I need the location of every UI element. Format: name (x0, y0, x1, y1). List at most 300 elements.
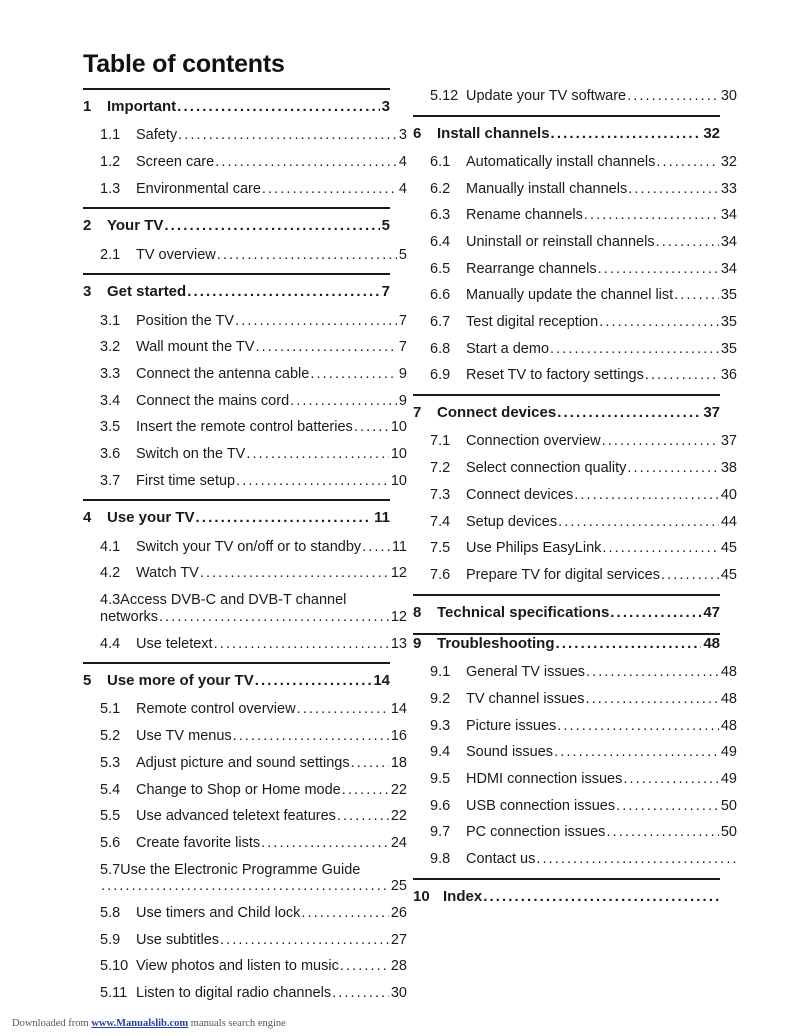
toc-entry-label: Watch TV (136, 565, 199, 582)
toc-entry-number: 5.7 (100, 861, 121, 878)
toc-entry-page: 34 (720, 207, 737, 224)
toc-subsection-entry[interactable] (83, 862, 407, 896)
toc-entry-label: Switch on the TV (136, 446, 246, 463)
toc-subsection-entry[interactable] (83, 932, 407, 950)
toc-entry-label: Test digital reception (466, 314, 599, 331)
toc-entry-page: 14 (373, 672, 390, 690)
toc-entry-number: 4.4 (100, 635, 121, 652)
toc-entry-number: 5.11 (100, 985, 128, 1002)
toc-entry-number: 5.4 (100, 781, 121, 798)
toc-entry-label: View photos and listen to music (136, 958, 339, 975)
toc-entry-page: 49 (720, 770, 737, 787)
toc-entry-label: Use the Electronic Programme Guide (120, 861, 361, 878)
toc-leader-dots (628, 181, 719, 199)
toc-entry-label: Uninstall or reinstall channels (466, 234, 655, 251)
toc-entry-label: Switch your TV on/off or to standby (136, 538, 362, 555)
toc-leader-dots (656, 154, 718, 172)
toc-entry-number: 9.2 (430, 690, 451, 707)
section-divider (413, 115, 720, 117)
toc-section (83, 499, 407, 653)
toc-entry-label: Use your TV (107, 509, 195, 527)
toc-subsection-entry[interactable] (83, 419, 407, 437)
toc-entry-label: TV overview (136, 246, 216, 263)
toc-entry-line-1 (100, 592, 407, 610)
toc-section (413, 115, 737, 385)
toc-entry-number: 9.8 (430, 851, 451, 867)
section-divider (83, 88, 390, 90)
toc-entry-number: 1.2 (100, 153, 121, 170)
toc-entry-page: 35 (720, 314, 737, 331)
toc-entry-page: 24 (390, 834, 407, 851)
toc-entry-page: 5 (381, 217, 390, 235)
toc-entry-page: 38 (720, 460, 737, 477)
toc-leader-dots (214, 636, 389, 654)
toc-entry-page: 35 (720, 340, 737, 357)
toc-leader-dots (599, 314, 719, 332)
toc-column-right (413, 88, 737, 917)
toc-subsection-entry[interactable] (413, 851, 737, 869)
toc-entry-number: 7 (413, 404, 422, 422)
toc-subsection-entry[interactable] (83, 154, 407, 172)
section-divider (83, 662, 390, 664)
footer-suffix: manuals search engine (190, 1018, 286, 1029)
toc-subsection-entry[interactable] (413, 181, 737, 199)
toc-entry-label: Sound issues (466, 744, 554, 761)
toc-entry-number: 3.3 (100, 366, 121, 383)
toc-entry-label: Remote control overview (136, 701, 296, 718)
toc-subsection-entry[interactable] (83, 728, 407, 746)
toc-leader-dots (310, 366, 397, 384)
toc-section (83, 207, 407, 264)
toc-entry-label: Change to Shop or Home mode (136, 781, 341, 798)
toc-leader-dots (557, 718, 719, 736)
toc-entry-page: 37 (703, 404, 720, 422)
toc-subsection-entry[interactable] (413, 367, 737, 385)
toc-entry-number: 6.3 (430, 207, 451, 224)
toc-entry-page: 32 (720, 153, 737, 170)
toc-entry-number: 3.5 (100, 419, 121, 436)
toc-entry-label: Use more of your TV (107, 672, 254, 690)
toc-entry-label: Manually update the channel list (466, 287, 674, 304)
toc-entry-number: 7.6 (430, 566, 451, 583)
toc-entry-page: 22 (390, 781, 407, 798)
toc-entry-label: Screen care (136, 153, 215, 170)
toc-entry-number: 5.3 (100, 754, 121, 771)
toc-entry-label-cont: networks (100, 608, 159, 625)
toc-entry-number: 1 (83, 98, 92, 115)
toc-entry-page: 36 (720, 367, 737, 384)
toc-subsection-entry[interactable] (83, 636, 407, 654)
toc-entry-label: Access DVB-C and DVB-T channel (120, 592, 347, 609)
toc-section-entry[interactable] (83, 217, 390, 235)
toc-subsection-entry[interactable] (83, 835, 407, 853)
toc-entry-page: 12 (390, 608, 407, 625)
toc-entry-page: 32 (703, 124, 720, 142)
toc-entry-label: Index (443, 887, 483, 905)
toc-leader-dots (164, 217, 379, 235)
toc-leader-dots (536, 851, 736, 869)
toc-entry-page: 48 (720, 717, 737, 734)
toc-entry-number: 6.5 (430, 260, 451, 277)
toc-leader-dots (627, 460, 718, 478)
toc-subsection-entry[interactable] (83, 539, 407, 557)
toc-column-left (83, 88, 407, 1012)
toc-entry-label: Listen to digital radio channels (136, 985, 332, 1002)
toc-subsection-entry[interactable] (413, 287, 737, 305)
toc-subsection-entry[interactable] (413, 341, 737, 359)
toc-entry-number: 5.12 (430, 88, 459, 104)
toc-subsection-entry[interactable] (413, 567, 737, 585)
toc-entry-line-1 (100, 862, 407, 880)
toc-entry-page: 9 (398, 392, 407, 409)
toc-leader-dots (246, 446, 389, 464)
toc-entry-number: 5.2 (100, 728, 121, 745)
toc-leader-dots (233, 728, 389, 746)
toc-leader-dots (159, 609, 389, 627)
toc-section-entry[interactable] (83, 672, 390, 690)
toc-entry-page: 28 (390, 958, 407, 975)
toc-entry-label: Safety (136, 127, 178, 144)
toc-entry-number: 4.2 (100, 565, 121, 582)
toc-section-entry[interactable] (413, 404, 720, 422)
toc-leader-dots (255, 672, 372, 690)
toc-subsection-entry[interactable] (413, 744, 737, 762)
toc-entry-number: 4 (83, 509, 92, 527)
toc-leader-dots (262, 181, 397, 199)
toc-entry-page: 10 (390, 419, 407, 436)
toc-entry-number: 3.7 (100, 472, 121, 489)
toc-entry-page: 16 (390, 728, 407, 745)
toc-subsection-entry[interactable] (83, 565, 407, 583)
toc-subsection-entry[interactable] (413, 88, 737, 106)
section-divider (83, 207, 390, 209)
footer-prefix: Downloaded from (12, 1018, 89, 1029)
toc-leader-dots (187, 283, 379, 301)
toc-entry-number: 3.1 (100, 312, 121, 329)
toc-entry-label: First time setup (136, 472, 236, 489)
toc-subsection-entry[interactable] (83, 755, 407, 773)
toc-entry-page: 49 (720, 744, 737, 761)
toc-entry-number: 7.5 (430, 540, 451, 557)
toc-leader-dots (362, 539, 390, 557)
toc-section (83, 273, 407, 490)
toc-entry-number: 7.2 (430, 460, 451, 477)
toc-entry-label: TV channel issues (466, 690, 585, 707)
toc-subsection-entry[interactable] (83, 247, 407, 265)
toc-entry-page: 18 (390, 754, 407, 771)
toc-entry-label: General TV issues (466, 664, 586, 681)
toc-leader-dots (342, 782, 389, 800)
toc-entry-number: 9.6 (430, 797, 451, 814)
toc-entry-page: 45 (720, 566, 737, 583)
section-divider (413, 594, 720, 596)
toc-subsection-entry[interactable] (413, 771, 737, 789)
toc-section (413, 394, 737, 584)
toc-entry-label: Insert the remote control batteries (136, 419, 353, 436)
toc-subsection-entry[interactable] (413, 460, 737, 478)
toc-entry-line-2 (100, 609, 407, 627)
toc-leader-dots (616, 798, 719, 816)
toc-entry-label: Technical specifications (437, 603, 610, 621)
toc-entry-number: 6.2 (430, 180, 451, 197)
toc-subsection-entry[interactable] (83, 313, 407, 331)
toc-entry-label: Connect devices (466, 486, 574, 503)
toc-entry-page: 10 (390, 446, 407, 463)
toc-leader-dots (101, 878, 389, 896)
toc-leader-dots (297, 701, 389, 719)
toc-entry-label: Use timers and Child lock (136, 904, 301, 921)
toc-section-entry[interactable] (83, 509, 390, 527)
toc-entry-label: Get started (107, 283, 187, 301)
toc-leader-dots (235, 313, 397, 331)
toc-entry-page: 11 (391, 538, 407, 555)
toc-leader-dots (177, 98, 379, 116)
toc-section (83, 88, 407, 198)
toc-leader-dots (261, 835, 389, 853)
toc-subsection-entry[interactable] (83, 446, 407, 464)
section-divider (83, 273, 390, 275)
section-divider (413, 878, 720, 880)
toc-entry-label: Wall mount the TV (136, 339, 255, 356)
toc-entry-page: 40 (720, 486, 737, 503)
toc-subsection-entry[interactable] (413, 234, 737, 252)
toc-leader-dots (656, 234, 719, 252)
toc-entry-number: 6.4 (430, 234, 451, 251)
toc-entry-page: 7 (398, 339, 407, 356)
toc-section-entry[interactable] (413, 604, 720, 622)
toc-subsection-entry[interactable] (413, 433, 737, 451)
toc-entry-number: 3.2 (100, 339, 121, 356)
toc-section (413, 594, 720, 635)
toc-entry-label: Troubleshooting (437, 634, 555, 652)
toc-entry-page: 25 (390, 878, 407, 895)
toc-subsection-entry[interactable] (83, 592, 407, 626)
toc-entry-number: 9.3 (430, 717, 451, 734)
toc-entry-number: 3.4 (100, 392, 121, 409)
toc-entry-page: 3 (398, 127, 407, 144)
toc-entry-label: Prepare TV for digital services (466, 566, 660, 583)
toc-entry-number: 5.5 (100, 808, 121, 825)
toc-entry-page: 14 (390, 701, 407, 718)
toc-section-entry[interactable] (413, 125, 720, 143)
toc-leader-dots (215, 154, 397, 172)
toc-entry-number: 5.10 (100, 958, 129, 975)
toc-section-entry[interactable] (83, 283, 390, 301)
toc-entry-label: Connect the mains cord (136, 392, 290, 409)
toc-leader-dots (556, 635, 702, 653)
toc-entry-page: 4 (398, 180, 407, 197)
toc-subsection-entry[interactable] (413, 798, 737, 816)
toc-entry-label: Reset TV to factory settings (466, 367, 644, 384)
toc-entry-page: 4 (398, 153, 407, 170)
toc-entry-number: 4.3 (100, 592, 121, 609)
toc-leader-dots (674, 287, 719, 305)
toc-entry-number: 5.8 (100, 904, 121, 921)
toc-entry-label: Automatically install channels (466, 153, 656, 170)
toc-entry-number: 9.4 (430, 744, 451, 761)
page-footer (12, 1018, 286, 1029)
toc-entry-page: 22 (390, 808, 407, 825)
toc-subsection-entry[interactable] (83, 473, 407, 491)
toc-subsection-entry[interactable] (413, 514, 737, 532)
toc-section (83, 662, 407, 1003)
toc-entry-page: 50 (720, 824, 737, 841)
toc-leader-dots (623, 771, 719, 789)
toc-entry-label: Connect devices (437, 404, 557, 422)
toc-entry-label: Manually install channels (466, 180, 628, 197)
toc-entry-number: 6.6 (430, 287, 451, 304)
toc-entry-label: Your TV (107, 217, 164, 235)
toc-entry-number: 10 (413, 887, 430, 905)
toc-subsection-entry[interactable] (413, 540, 737, 558)
toc-entry-page: 9 (398, 366, 407, 383)
toc-subsection-entry[interactable] (83, 366, 407, 384)
toc-entry-page: 3 (381, 98, 390, 115)
toc-entry-number: 6 (413, 124, 422, 142)
toc-entry-number: 8 (413, 603, 422, 621)
toc-subsection-entry[interactable] (83, 701, 407, 719)
toc-subsection-entry[interactable] (83, 181, 407, 199)
toc-leader-dots (602, 433, 719, 451)
toc-entry-page: 30 (720, 88, 737, 104)
toc-entry-label: Start a demo (466, 340, 550, 357)
toc-leader-dots (661, 567, 719, 585)
toc-leader-dots (610, 604, 701, 622)
toc-entry-page: 30 (390, 985, 407, 1002)
section-divider (413, 394, 720, 396)
toc-entry-number: 6.1 (430, 153, 451, 170)
toc-entry-number: 7.4 (430, 513, 451, 530)
toc-section-entry[interactable] (83, 98, 390, 116)
toc-entry-number: 2.1 (100, 246, 121, 263)
toc-entry-label: USB connection issues (466, 797, 616, 814)
toc-leader-dots (236, 473, 389, 491)
toc-entry-number: 5.9 (100, 931, 121, 948)
toc-entry-number: 3.6 (100, 446, 121, 463)
page-title: Table of contents (83, 50, 285, 78)
toc-entry-label: Use Philips EasyLink (466, 540, 602, 557)
toc-leader-dots (551, 125, 702, 143)
toc-subsection-entry[interactable] (413, 691, 737, 709)
toc-entry-label: Use advanced teletext features (136, 808, 336, 825)
toc-entry-page: 13 (390, 635, 407, 652)
toc-leader-dots (598, 261, 719, 279)
toc-leader-dots (332, 985, 389, 1003)
toc-leader-dots (200, 565, 389, 583)
toc-leader-dots (196, 509, 373, 527)
toc-entry-label: Picture issues (466, 717, 557, 734)
toc-subsection-entry[interactable] (413, 207, 737, 225)
toc-entry-label: Use TV menus (136, 728, 232, 745)
toc-entry-label: Position the TV (136, 312, 235, 329)
toc-leader-dots (574, 487, 719, 505)
toc-entry-number: 5.1 (100, 701, 121, 718)
toc-entry-page: 47 (703, 603, 720, 621)
toc-leader-dots (554, 744, 719, 762)
toc-entry-page: 48 (720, 664, 737, 681)
toc-entry-number: 5.6 (100, 834, 121, 851)
toc-entry-number: 7.1 (430, 433, 451, 450)
toc-section (413, 634, 737, 869)
toc-subsection-entry[interactable] (413, 487, 737, 505)
toc-entry-number: 3 (83, 283, 92, 301)
toc-entry-label: Contact us (466, 851, 536, 867)
toc-subsection-entry[interactable] (413, 261, 737, 279)
toc-subsection-entry[interactable] (83, 958, 407, 976)
toc-leader-dots (178, 127, 397, 145)
toc-entry-number: 9 (413, 634, 422, 652)
footer-link[interactable]: www.Manualslib.com (91, 1018, 189, 1029)
toc-entry-page: 37 (720, 433, 737, 450)
toc-subsection-entry[interactable] (83, 339, 407, 357)
toc-subsection-entry[interactable] (413, 718, 737, 736)
toc-leader-dots (354, 419, 389, 437)
toc-section-entry[interactable] (413, 888, 720, 906)
toc-section-entry[interactable] (413, 635, 720, 653)
toc-entry-number: 9.7 (430, 824, 451, 841)
toc-entry-page: 34 (720, 260, 737, 277)
toc-entry-number: 5 (83, 672, 92, 690)
toc-entry-page: 48 (720, 690, 737, 707)
toc-entry-page: 5 (398, 246, 407, 263)
toc-entry-number: 9.5 (430, 770, 451, 787)
toc-subsection-entry[interactable] (83, 393, 407, 411)
toc-subsection-entry[interactable] (83, 808, 407, 826)
toc-entry-page: 27 (390, 931, 407, 948)
toc-leader-dots (290, 393, 397, 411)
toc-leader-dots (220, 932, 389, 950)
toc-subsection-entry[interactable] (83, 127, 407, 145)
toc-entry-page: 35 (720, 287, 737, 304)
toc-leader-dots (337, 808, 389, 826)
toc-entry-label: Important (107, 98, 177, 115)
toc-entry-label: Connection overview (466, 433, 601, 450)
toc-entry-number: 1.3 (100, 180, 121, 197)
toc-entry-page: 26 (390, 904, 407, 921)
toc-subsection-entry[interactable] (413, 824, 737, 842)
toc-section (413, 88, 737, 106)
toc-entry-label: Environmental care (136, 180, 261, 197)
toc-leader-dots (255, 339, 396, 357)
toc-subsection-entry[interactable] (413, 154, 737, 172)
toc-entry-label: Select connection quality (466, 460, 627, 477)
toc-entry-page: 44 (720, 513, 737, 530)
toc-entry-page: 50 (720, 797, 737, 814)
toc-leader-dots (483, 888, 719, 906)
toc-subsection-entry[interactable] (413, 314, 737, 332)
section-divider (83, 499, 390, 501)
toc-leader-dots (584, 207, 719, 225)
toc-entry-label: PC connection issues (466, 824, 606, 841)
toc-entry-label: Use teletext (136, 635, 213, 652)
toc-entry-label: Use subtitles (136, 931, 220, 948)
toc-entry-page: 11 (374, 509, 390, 527)
toc-leader-dots (586, 664, 719, 682)
toc-entry-number: 6.9 (430, 367, 451, 384)
toc-entry-label: Update your TV software (466, 88, 627, 104)
toc-subsection-entry[interactable] (413, 664, 737, 682)
toc-entry-page: 48 (703, 634, 720, 652)
toc-entry-page: 7 (381, 283, 390, 301)
toc-leader-dots (351, 755, 389, 773)
toc-entry-page: 10 (390, 472, 407, 489)
toc-subsection-entry[interactable] (83, 782, 407, 800)
toc-entry-label: Rearrange channels (466, 260, 597, 277)
toc-subsection-entry[interactable] (83, 985, 407, 1003)
toc-subsection-entry[interactable] (83, 905, 407, 923)
toc-entry-number: 9.1 (430, 664, 451, 681)
toc-entry-number: 7.3 (430, 486, 451, 503)
